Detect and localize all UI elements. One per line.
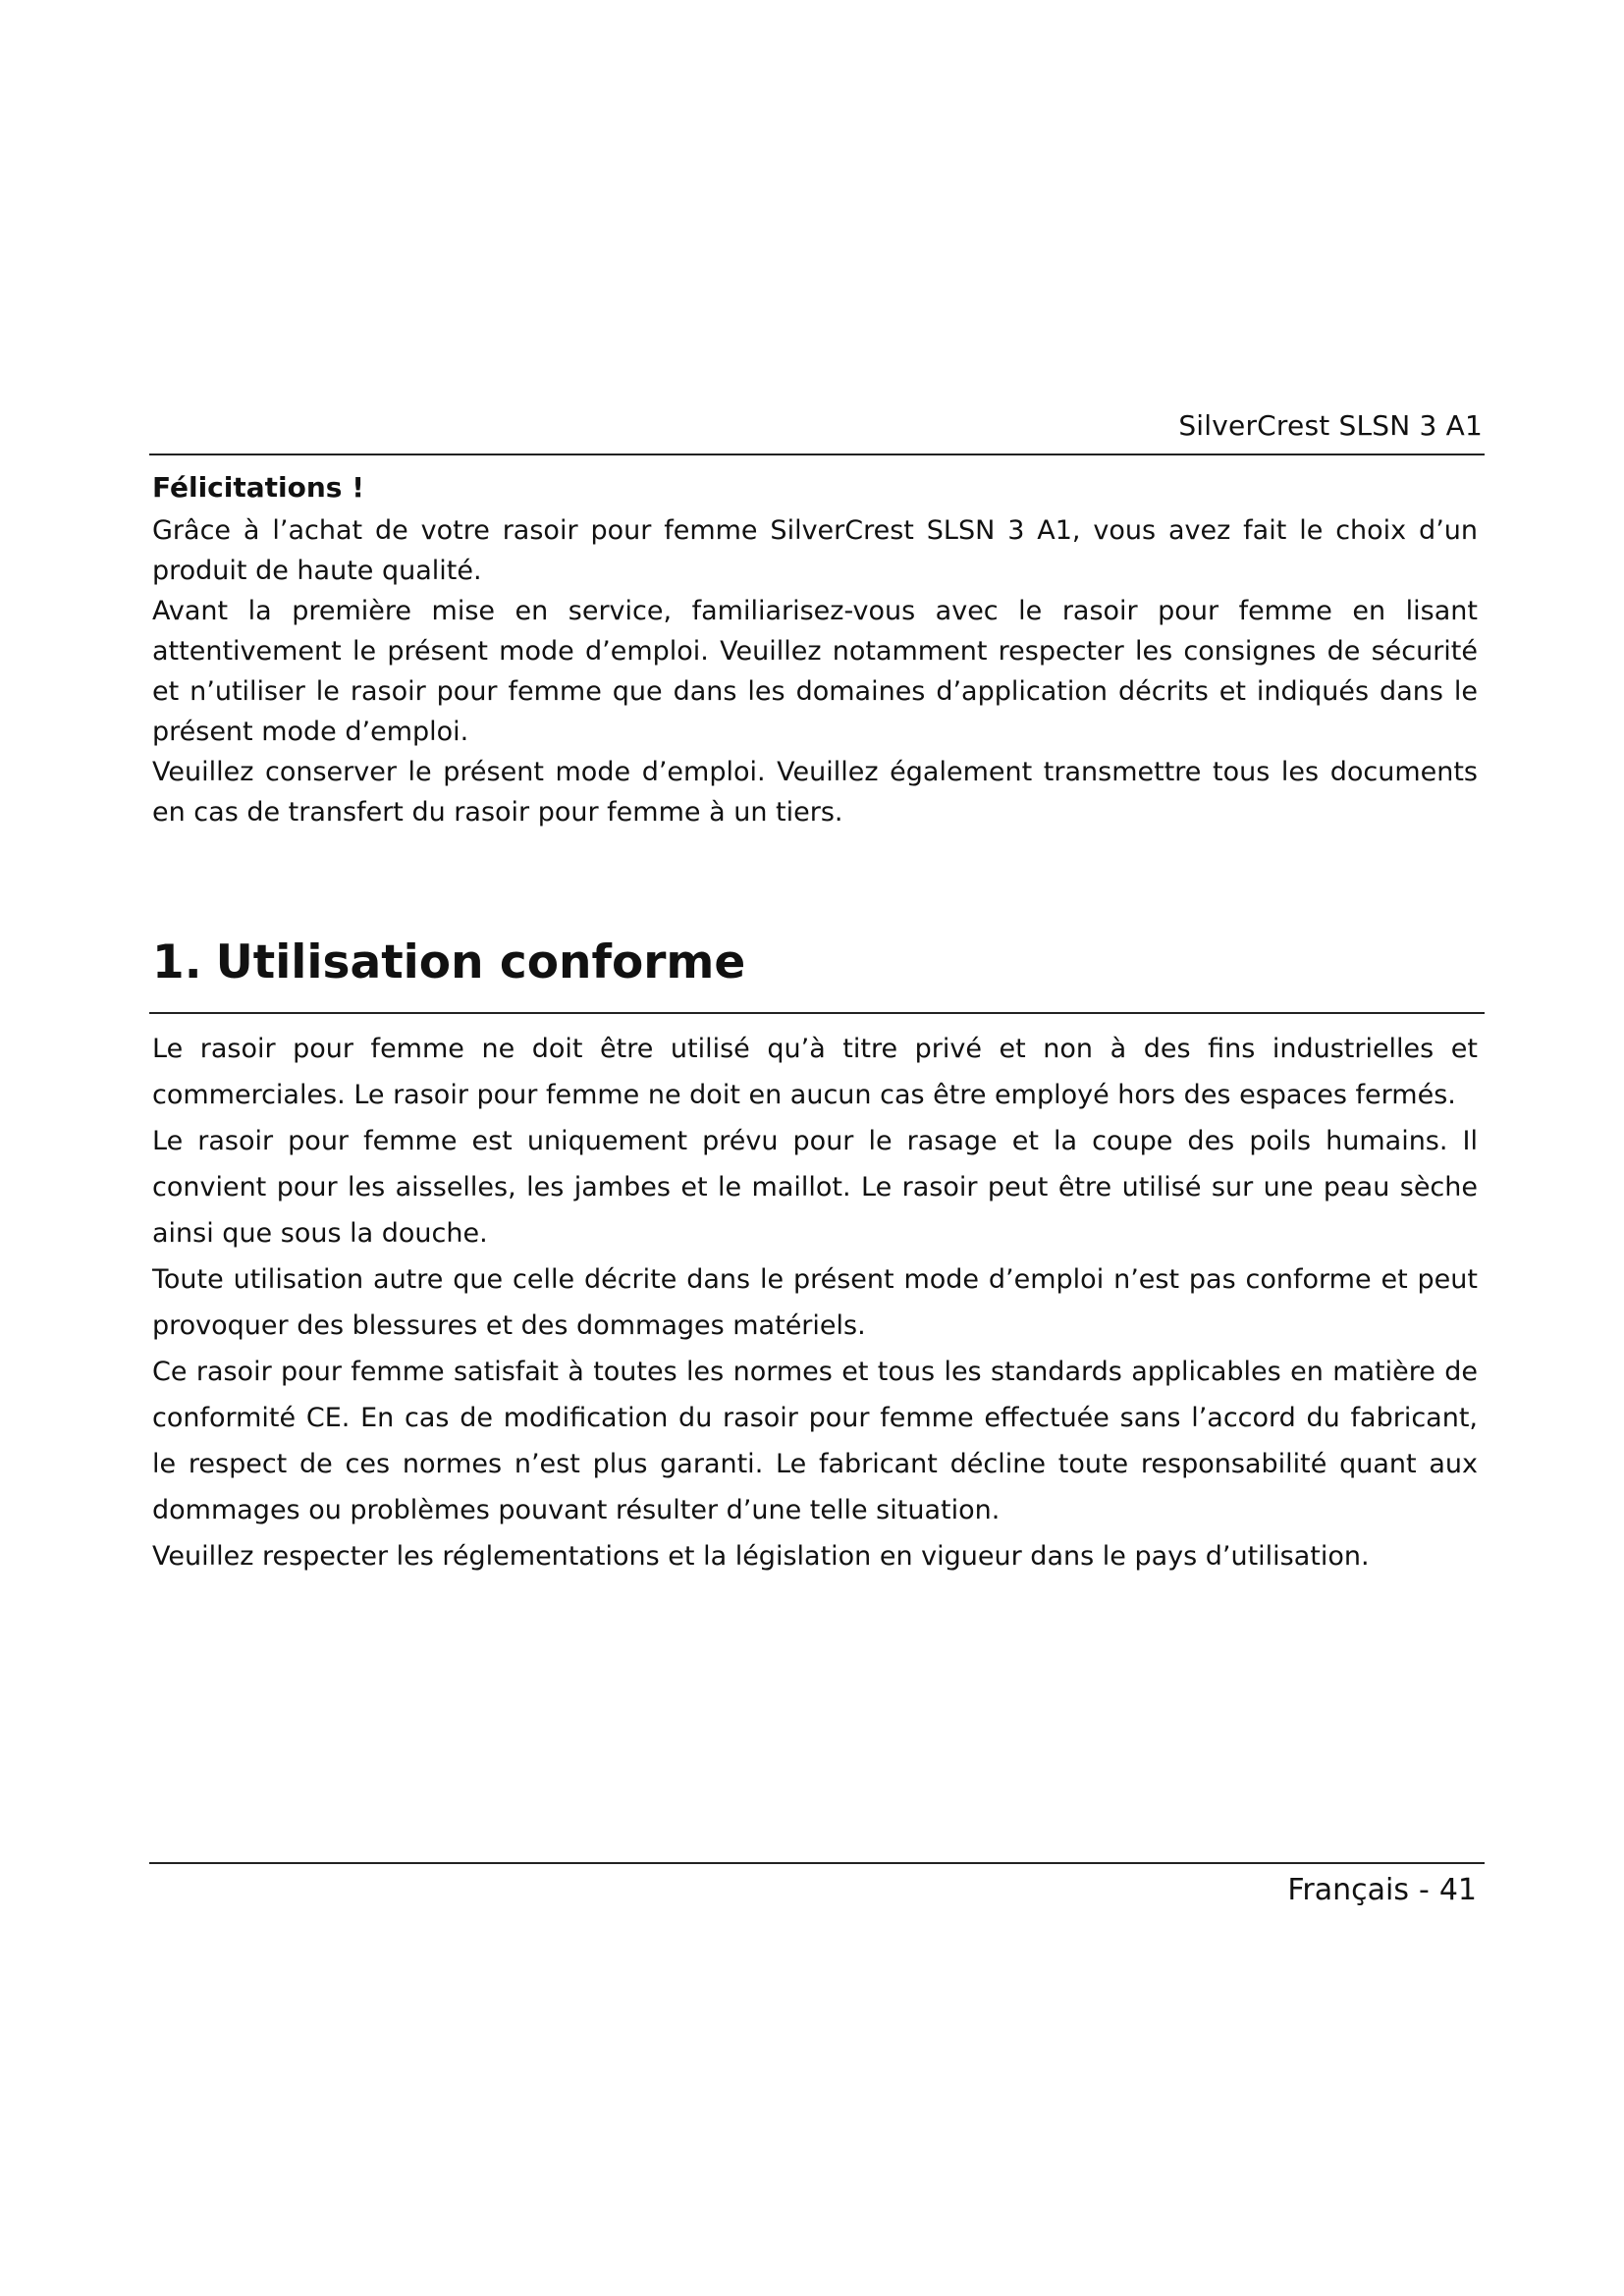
footer-separator: -: [1418, 1873, 1430, 1907]
section-paragraph: Le rasoir pour femme est uniquement prévu pour le rasage et la coupe des poils humains. Il convient pour les aisselles, les jambes et le maillot. Le rasoir peut être utilisé sur une peau sèche ainsi que sous la douche.: [152, 1126, 1478, 1249]
intro-paragraph: Avant la première mise en service, familiarisez-vous avec le rasoir pour femme en lisant attentivement le présent mode d’emploi. Veuillez notamment respecter les consignes de sécurité et n’utiliser le rasoir pour femme que dans les domaines d’application décrits et indiqués dans le présent mode d’emploi.: [152, 596, 1478, 747]
section-heading: [152, 933, 745, 993]
page-number: 41: [1438, 1873, 1477, 1907]
section-number: 1.: [152, 935, 202, 989]
intro-title: Félicitations !: [152, 471, 364, 504]
header-divider: [149, 454, 1485, 455]
header-product-name: SilverCrest SLSN 3 A1: [1178, 409, 1483, 442]
footer-language: Français: [1287, 1873, 1409, 1907]
section-paragraph: Le rasoir pour femme ne doit être utilisé qu’à titre privé et non à des fins industrielles et commerciales. Le rasoir pour femme ne doit en aucun cas être employé hors des espaces fermés.: [152, 1034, 1478, 1110]
intro-block: [152, 469, 1478, 832]
page-footer: [1287, 1872, 1477, 1909]
section-divider: [149, 1012, 1485, 1014]
section-title-text: Utilisation conforme: [215, 935, 746, 989]
footer-divider: [149, 1862, 1485, 1864]
section-body: [152, 1026, 1478, 1579]
section-paragraph: Ce rasoir pour femme satisfait à toutes les normes et tous les standards applicables en matière de conformité CE. En cas de modification du rasoir pour femme effectuée sans l’accord du fabricant, le respect de ces normes n’est plus garanti. Le fabricant décline toute responsabilité quant aux dommages ou problèmes pouvant résulter d’une telle situation.: [152, 1357, 1478, 1525]
section-paragraph: Toute utilisation autre que celle décrite dans le présent mode d’emploi n’est pas conforme et peut provoquer des blessures et des dommages matériels.: [152, 1264, 1478, 1341]
intro-paragraph: Veuillez conserver le présent mode d’emploi. Veuillez également transmettre tous les documents en cas de transfert du rasoir pour femme à un tiers.: [152, 757, 1478, 828]
intro-paragraph: Grâce à l’achat de votre rasoir pour femme SilverCrest SLSN 3 A1, vous avez fait le choix d’un produit de haute qualité.: [152, 515, 1478, 586]
section-paragraph: Veuillez respecter les réglementations et la législation en vigueur dans le pays d’utilisation.: [152, 1541, 1370, 1572]
